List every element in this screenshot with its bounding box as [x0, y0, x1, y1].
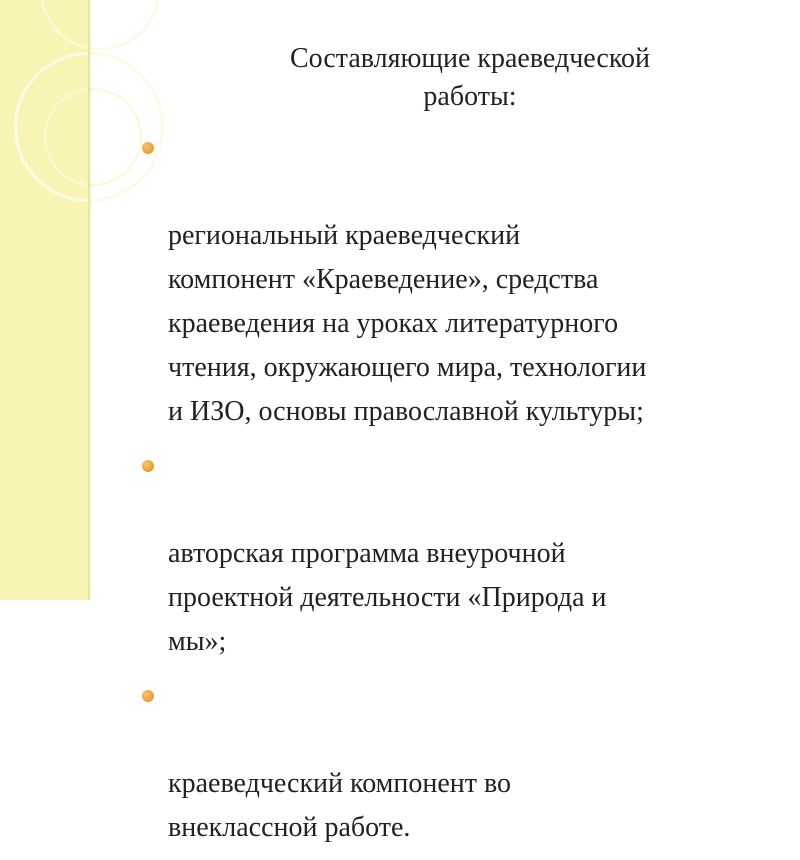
- bullet-dot-icon: [142, 460, 154, 472]
- bullet-dot-icon: [142, 142, 154, 154]
- decorative-ring-inner: [44, 88, 142, 186]
- bullet-text: региональный краеведческий компонент «Краеведение», средства краеведения на уроках литературного чтения, окружающего мира, технологии и ИЗО, основы православной культуры;: [168, 220, 647, 427]
- decorative-side-band: [0, 0, 88, 600]
- bullet-item: [130, 674, 780, 850]
- slide-title: Составляющие краеведческой работы:: [289, 43, 651, 112]
- bullet-text: авторская программа внеурочной проектной деятельности «Природа и мы»;: [168, 538, 607, 657]
- bullet-item: [130, 444, 780, 664]
- bullet-item: [130, 126, 780, 434]
- bullet-text: краеведческий компонент во внеклассной работе.: [168, 768, 512, 843]
- bullet-dot-icon: [142, 690, 154, 702]
- bullet-list: [130, 126, 780, 860]
- side-band-edge: [88, 0, 92, 600]
- decorative-ring-top: [40, 0, 160, 50]
